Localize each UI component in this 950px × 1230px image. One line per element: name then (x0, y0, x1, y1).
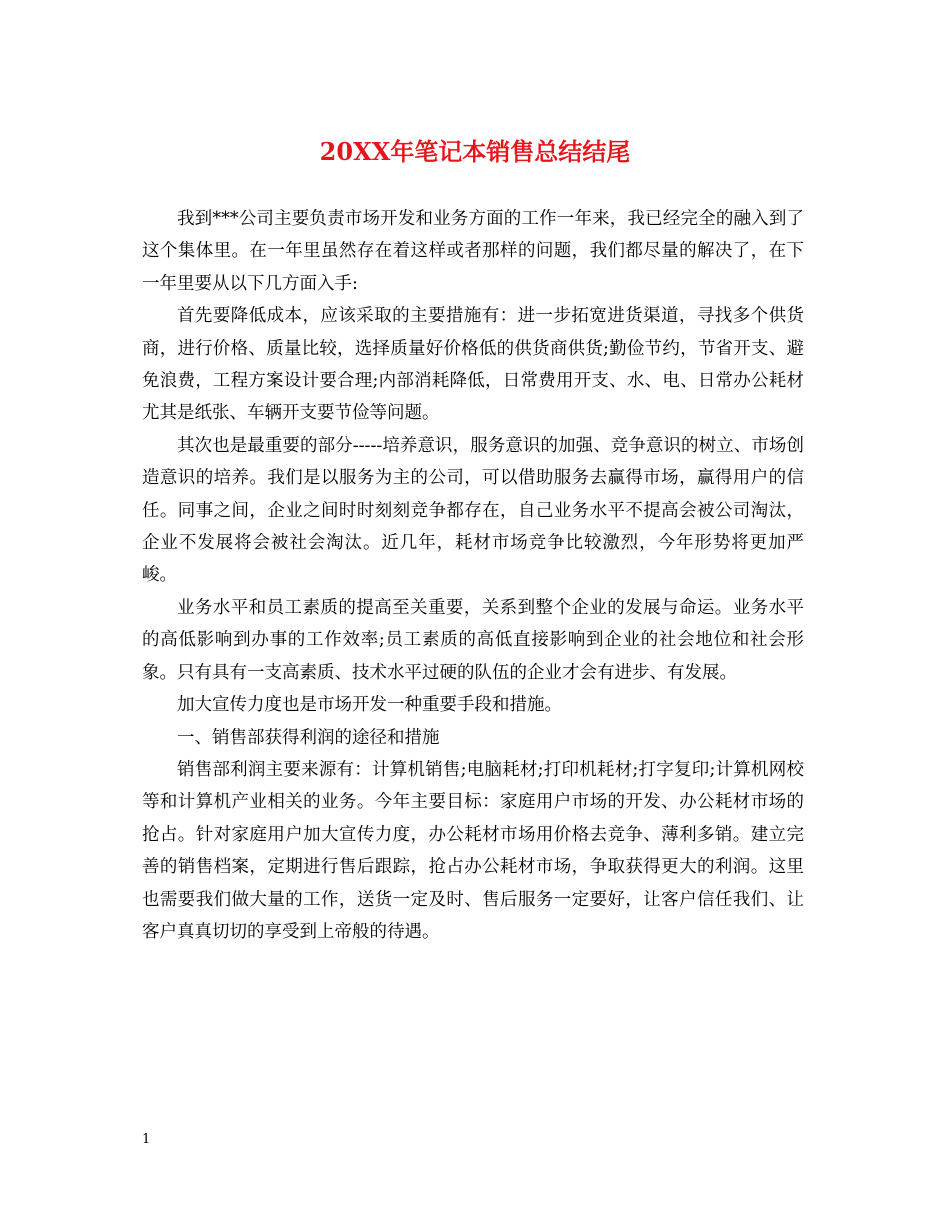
paragraph-profit-sources: 销售部利润主要来源有：计算机销售;电脑耗材;打印机耗材;打字复印;计算机网校等和计算机产业相关的业务。今年主要目标：家庭用户市场的开发、办公耗材市场的抢占。针对家庭用户加大宣传力度，办公耗材市场用价格去竞争、薄利多销。建立完善的销售档案，定期进行售后跟踪，抢占办公耗材市场，争取获得更大的利润。这里也需要我们做大量的工作，送货一定及时、售后服务一定要好，让客户信任我们、让客户真真切切的享受到上帝般的待遇。 (142, 759, 804, 942)
paragraph-publicity: 加大宣传力度也是市场开发一种重要手段和措施。 (177, 695, 562, 716)
section-heading-profit: 一、销售部获得利润的途径和措施 (177, 727, 440, 748)
paragraph-awareness: 其次也是最重要的部分-----培养意识，服务意识的加强、竞争意识的树立、市场创造意识的培养。我们是以服务为主的公司，可以借助服务去赢得市场，赢得用户的信任。同事之间，企业之间时时刻刻竞争都存在，自己业务水平不提高会被公司淘汰，企业不发展将会被社会淘汰。近几年，耗材市场竞争比较激烈，今年形势将更加严峻。 (142, 435, 804, 586)
paragraph-intro: 我到***公司主要负责市场开发和业务方面的工作一年来，我已经完全的融入到了这个集体里。在一年里虽然存在着这样或者那样的问题，我们都尽量的解决了，在下一年里要从以下几方面入手: (142, 209, 804, 294)
document-body (142, 203, 804, 948)
paragraph-staff-quality: 业务水平和员工素质的提高至关重要，关系到整个企业的发展与命运。业务水平的高低影响到办事的工作效率;员工素质的高低直接影响到企业的社会地位和社会形象。只有具有一支高素质、技术水平过硬的队伍的企业才会有进步、有发展。 (142, 597, 804, 683)
document-title: 20XX年笔记本销售总结结尾 (319, 137, 631, 166)
paragraph-cost-reduction: 首先要降低成本，应该采取的主要措施有：进一步拓宽进货渠道，寻找多个供货商，进行价格、质量比较，选择质量好价格低的供货商供货;勤俭节约，节省开支、避免浪费，工程方案设计要合理;内部消耗降低，日常费用开支、水、电、日常办公耗材尤其是纸张、车辆开支要节俭等问题。 (142, 306, 804, 424)
page-number: 1 (142, 1132, 151, 1147)
